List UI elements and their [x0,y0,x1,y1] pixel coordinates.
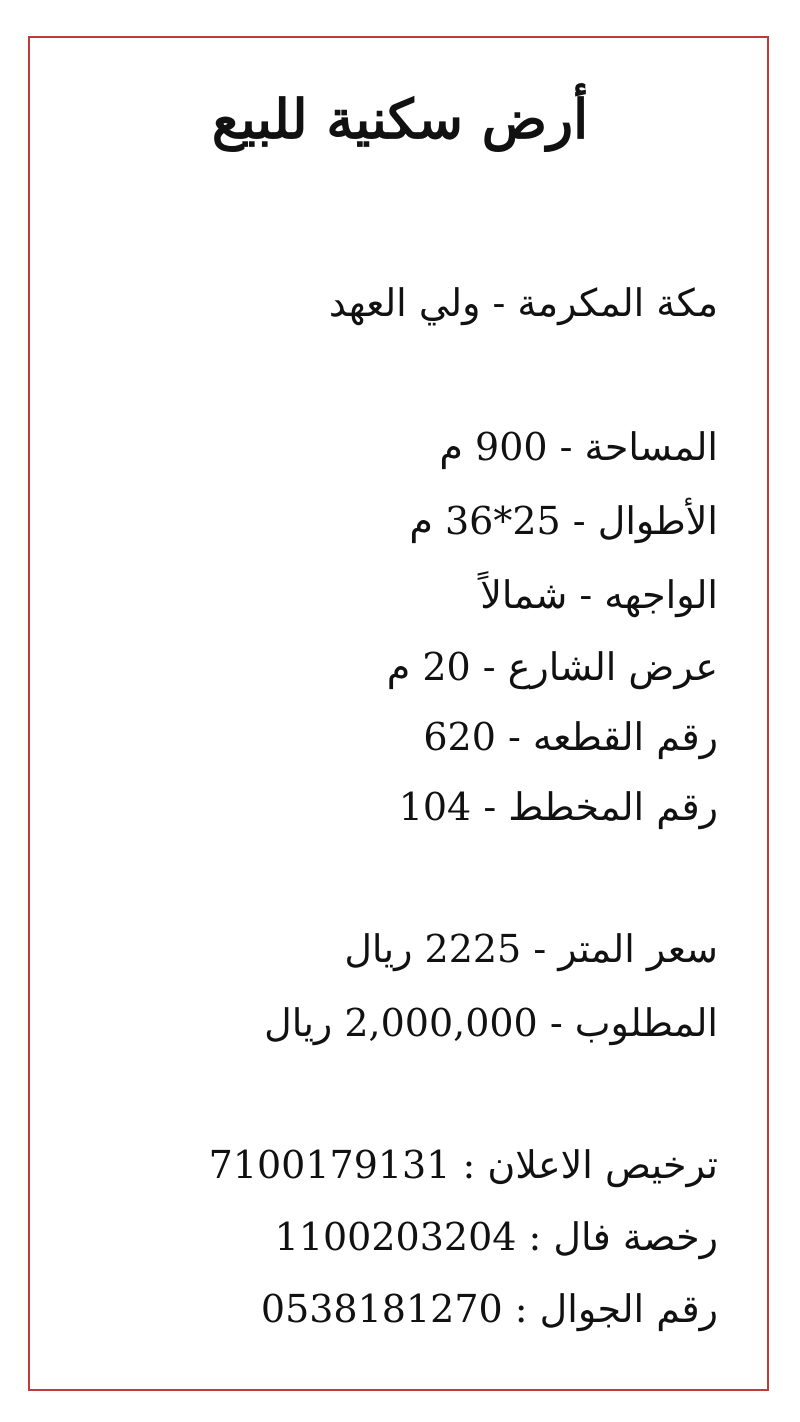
location-text: مكة المكرمة - ولي العهد [328,281,718,325]
asking-price-text: المطلوب - 2,000,000 ريال [264,1001,718,1045]
fal-license-text: رخصة فال : 1100203204 [274,1215,718,1259]
dimensions-text: الأطوال - 25*36 م [409,499,718,543]
ad-license-text: ترخيص الاعلان : 7100179131 [208,1143,718,1187]
plan-number-text: رقم المخطط - 104 [398,785,718,829]
facade-text: الواجهه - شمالاً [480,573,718,617]
ad-border-frame [28,36,769,1391]
price-per-meter-text: سعر المتر - 2225 ريال [344,927,718,971]
street-width-text: عرض الشارع - 20 م [386,645,718,689]
plot-number-text: رقم القطعه - 620 [423,715,718,759]
mobile-number-text: رقم الجوال : 0538181270 [260,1287,718,1331]
area-text: المساحة - 900 م [439,425,718,469]
page-title: أرض سكنية للبيع [211,87,589,151]
